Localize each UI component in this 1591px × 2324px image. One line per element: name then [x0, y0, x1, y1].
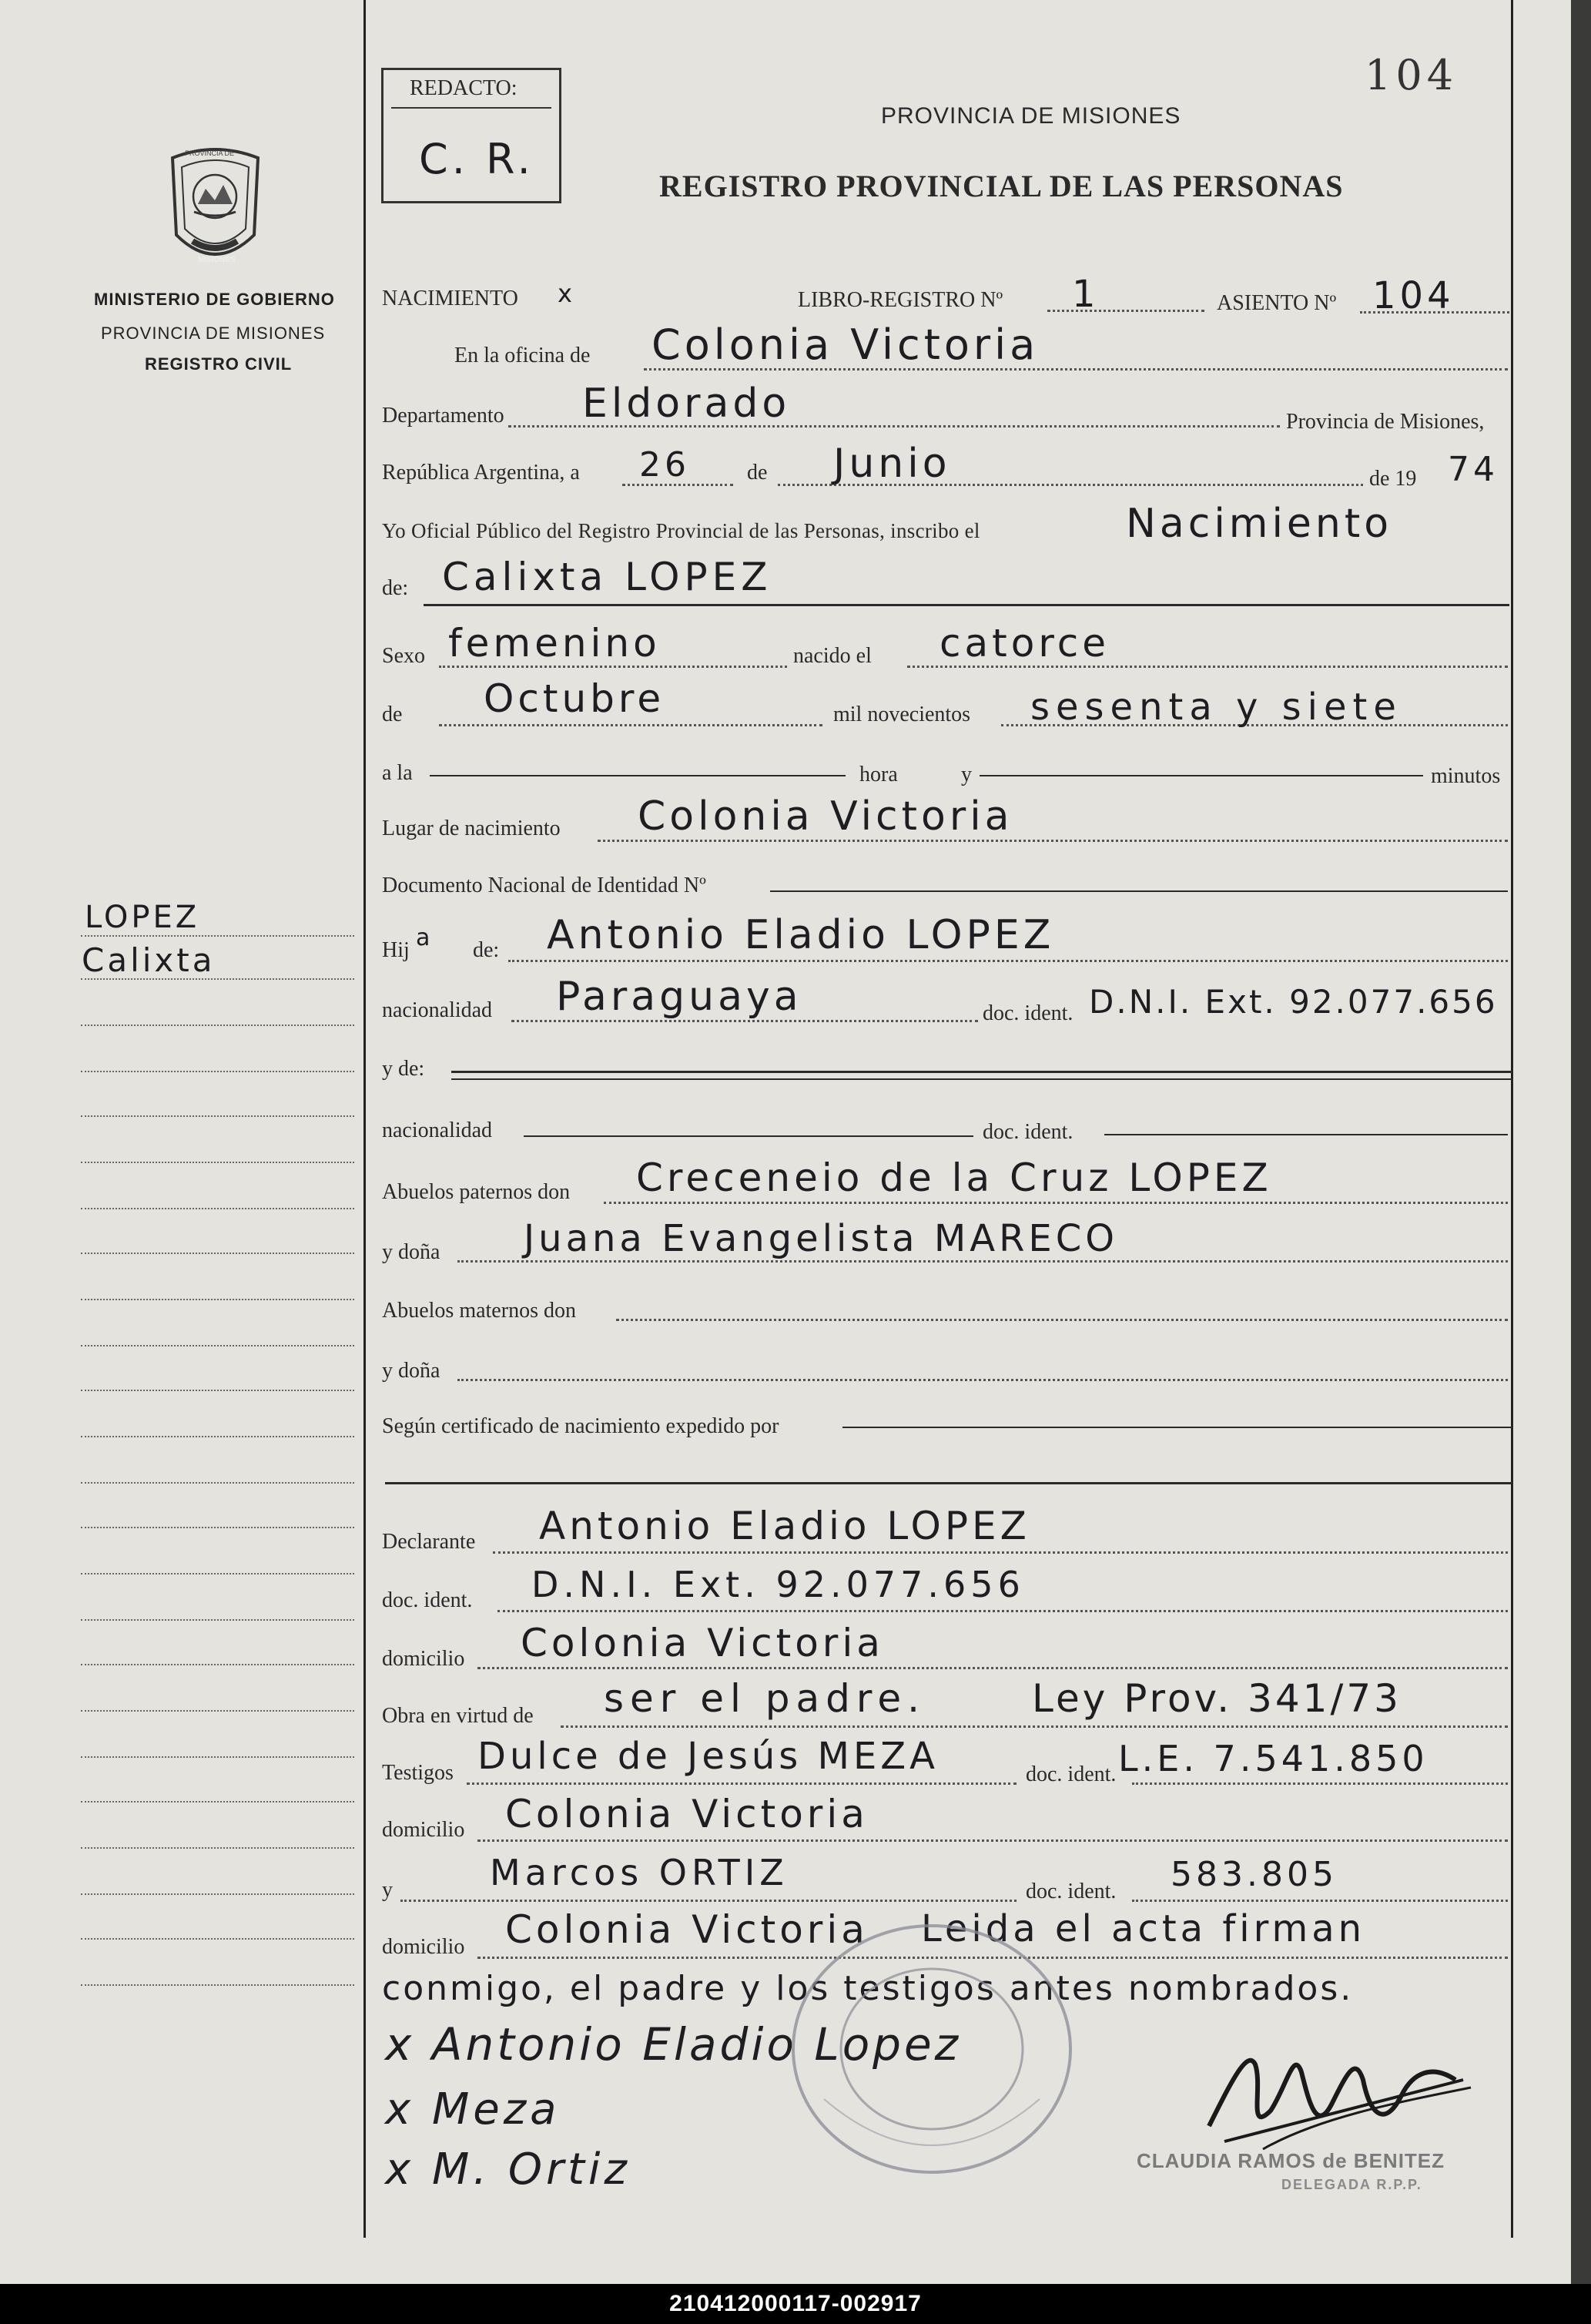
libro-value: 1	[1072, 273, 1100, 316]
y-label: y	[961, 763, 972, 786]
year-label: de 19	[1369, 467, 1417, 491]
month-value: Junio	[833, 441, 951, 487]
declarante-domicilio: Colonia Victoria	[521, 1621, 884, 1665]
nacimiento-label: NACIMIENTO	[382, 287, 518, 310]
redacto-value: C. R.	[419, 135, 534, 183]
nacido-dots	[907, 666, 1508, 668]
sidebar-given-name: Calixta	[82, 941, 216, 979]
sidebar-line	[81, 1482, 354, 1484]
domicilio2-label: domicilio	[382, 1818, 465, 1842]
domicilio3-label: domicilio	[382, 1935, 465, 1959]
sidebar-line	[81, 1893, 354, 1895]
sidebar-line	[81, 1390, 354, 1391]
year-value: 74	[1448, 450, 1499, 489]
sidebar-line	[81, 1025, 354, 1026]
oficina-value: Colonia Victoria	[651, 320, 1040, 369]
abuelo-pat-dots	[604, 1202, 1508, 1204]
header-province: PROVINCIA DE MISIONES	[881, 103, 1181, 129]
sexo-dots	[439, 666, 787, 668]
doc-ident5-label: doc. ident.	[1026, 1880, 1117, 1903]
sidebar-line	[81, 935, 354, 937]
testigo1-domicilio: Colonia Victoria	[505, 1792, 869, 1836]
declarante-dots	[493, 1551, 1508, 1554]
obra-value: ser el padre.	[604, 1676, 926, 1721]
testigo2-doc-dots	[1132, 1900, 1508, 1902]
sidebar-line	[81, 1664, 354, 1665]
closing-line-2: conmigo, el padre y los testigos antes nombrados.	[382, 1969, 1354, 2008]
nacido-value: catorce	[940, 621, 1110, 666]
seal-text-top: PROVINCIA DE	[185, 149, 235, 157]
testigo2-dots	[400, 1900, 1017, 1902]
abuela-pat-dots	[457, 1260, 1508, 1263]
asiento-label: ASIENTO Nº	[1217, 291, 1337, 315]
inscribo-value: Nacimiento	[1126, 501, 1393, 547]
margin-rule-left	[363, 0, 366, 2238]
nacionalidad2-label: nacionalidad	[382, 1118, 493, 1142]
ley-value: Ley Prov. 341/73	[1032, 1676, 1402, 1721]
doc-ident-label: doc. ident.	[983, 1001, 1074, 1025]
abuela-pat-value: Juana Evangelista MARECO	[524, 1217, 1119, 1260]
obra-dots	[561, 1725, 1508, 1728]
testigo2-value: Marcos ORTIZ	[490, 1852, 789, 1893]
testigos-label: Testigos	[382, 1761, 454, 1785]
sidebar-line	[81, 1253, 354, 1254]
de-colon-label: de:	[382, 576, 409, 600]
abuelos-pat-label: Abuelos paternos don	[382, 1180, 571, 1204]
hijo-suffix: a	[416, 924, 434, 951]
stamp-role: DELEGADA R.P.P.	[1281, 2177, 1422, 2192]
segun-line	[842, 1427, 1512, 1428]
sidebar-line	[81, 1938, 354, 1940]
doc-ident2-line	[1104, 1134, 1508, 1135]
father-nationality: Paraguaya	[556, 974, 802, 1020]
y-de-label: y de:	[382, 1057, 425, 1081]
nacionalidad-dots	[511, 1020, 978, 1022]
lugar-dots	[598, 840, 1508, 842]
abuelo-mat-dots	[616, 1319, 1508, 1321]
testigo1-dots	[467, 1782, 1017, 1785]
segun-line-2	[385, 1482, 1512, 1484]
dni-line	[770, 890, 1508, 892]
departamento-value: Eldorado	[582, 381, 791, 427]
oficina-label: En la oficina de	[454, 344, 591, 367]
mother-line-2	[451, 1078, 1512, 1080]
lugar-label: Lugar de nacimiento	[382, 817, 561, 840]
hora-label: hora	[859, 763, 898, 786]
testigo2-doc: 583.805	[1171, 1855, 1338, 1894]
nacionalidad-label: nacionalidad	[382, 998, 493, 1022]
signature-father: x Antonio Eladio Lopez	[385, 2018, 962, 2071]
declarante-doc-dots	[497, 1610, 1508, 1612]
signature-meza: x Meza	[385, 2084, 561, 2135]
sidebar-line	[81, 1619, 354, 1621]
sexo-value: femenino	[448, 621, 661, 666]
father-value: Antonio Eladio LOPEZ	[547, 912, 1055, 958]
doc-ident4-label: doc. ident.	[1026, 1762, 1117, 1786]
sidebar-line	[81, 1436, 354, 1437]
nacido-month: Octubre	[484, 676, 665, 721]
abuelos-mat-label: Abuelos maternos don	[382, 1299, 576, 1323]
oficial-text: Yo Oficial Público del Registro Provincial de las Personas, inscribo el	[382, 519, 980, 542]
minutos-label: minutos	[1431, 764, 1501, 788]
de2-label: de	[382, 703, 403, 726]
doc-ident2-label: doc. ident.	[983, 1120, 1074, 1144]
hora-line	[430, 775, 846, 776]
sidebar-line	[81, 1756, 354, 1758]
domicilio2-dots	[477, 1839, 1508, 1842]
republica-label: República Argentina, a	[382, 461, 580, 485]
abuelo-pat-value: Creceneio de la Cruz LOPEZ	[636, 1155, 1272, 1200]
sidebar-line	[81, 1710, 354, 1712]
libro-dots	[1047, 310, 1204, 312]
hijo-de-label: de:	[473, 938, 500, 962]
sidebar-line	[81, 1573, 354, 1574]
de-label: de	[747, 461, 768, 485]
sidebar-line	[81, 1162, 354, 1163]
sidebar-line	[81, 978, 354, 980]
page-number: 104	[1365, 51, 1459, 99]
sidebar-line	[81, 1801, 354, 1803]
sidebar-line	[81, 1115, 354, 1117]
sidebar-province: PROVINCIA DE MISIONES	[101, 324, 326, 343]
abuela-mat-dots	[457, 1379, 1508, 1381]
departamento-label: Departamento	[382, 404, 504, 428]
obra-label: Obra en virtud de	[382, 1704, 534, 1728]
closing-line-1: Leida el acta firman	[921, 1907, 1366, 1950]
sidebar-line	[81, 1847, 354, 1849]
sidebar-registry: REGISTRO CIVIL	[145, 354, 293, 374]
official-round-stamp-icon	[778, 1914, 1086, 2184]
header-registry: REGISTRO PROVINCIAL DE LAS PERSONAS	[659, 169, 1344, 203]
y-dona2-label: y doña	[382, 1359, 440, 1383]
sidebar-line	[81, 1345, 354, 1346]
mil-label: mil novecientos	[833, 703, 971, 726]
testigo1-doc: L.E. 7.541.850	[1118, 1738, 1429, 1779]
redacto-box	[381, 68, 561, 203]
segun-label: Según certificado de nacimiento expedido por	[382, 1414, 779, 1438]
testigo1-value: Dulce de Jesús MEZA	[477, 1735, 939, 1778]
y-dona-label: y doña	[382, 1240, 440, 1264]
dni-label: Documento Nacional de Identidad Nº	[382, 874, 706, 897]
sidebar-line	[81, 1984, 354, 1986]
sidebar-surname: LOPEZ	[85, 900, 200, 935]
asiento-value: 104	[1372, 274, 1455, 317]
domicilio-label: domicilio	[382, 1647, 465, 1671]
nacimiento-mark: x	[558, 279, 576, 308]
archive-code-footer: 210412000117-002917	[0, 2284, 1591, 2324]
redacto-divider	[391, 107, 551, 109]
month2-dots	[439, 724, 822, 726]
lugar-value: Colonia Victoria	[638, 793, 1013, 840]
year-words: sesenta y siete	[1030, 686, 1402, 729]
a-la-label: a la	[382, 761, 413, 785]
sidebar-line	[81, 1208, 354, 1209]
minutos-line	[980, 775, 1423, 776]
sidebar-line	[81, 1527, 354, 1528]
signature-ortiz: x M. Ortiz	[385, 2145, 631, 2195]
provincia-suffix: Provincia de Misiones,	[1286, 410, 1485, 434]
domicilio-dots	[477, 1667, 1508, 1669]
sidebar-line	[81, 1071, 354, 1072]
official-signature-icon	[1201, 2034, 1479, 2165]
hijo-label: Hij	[382, 938, 410, 962]
nacido-label: nacido el	[793, 644, 872, 668]
y2-label: y	[382, 1878, 393, 1902]
redacto-label: REDACTO:	[410, 76, 517, 100]
mother-line	[451, 1071, 1512, 1073]
father-doc: D.N.I. Ext. 92.077.656	[1089, 983, 1498, 1021]
declarante-label: Declarante	[382, 1530, 476, 1554]
testigo2-domicilio: Colonia Victoria	[505, 1907, 869, 1952]
stamp-name: CLAUDIA RAMOS de BENITEZ	[1137, 2149, 1445, 2172]
doc-ident3-label: doc. ident.	[382, 1588, 473, 1612]
testigo1-doc-dots	[1132, 1782, 1508, 1785]
subject-line	[424, 604, 1509, 606]
province-seal-icon	[163, 143, 267, 270]
father-dots	[508, 960, 1508, 962]
day-value: 26	[639, 445, 690, 485]
sidebar-line	[81, 1299, 354, 1300]
subject-value: Calixta LOPEZ	[442, 555, 772, 599]
declarante-value: Antonio Eladio LOPEZ	[539, 1504, 1030, 1548]
nacionalidad2-line	[524, 1135, 973, 1137]
libro-label: LIBRO-REGISTRO Nº	[798, 288, 1003, 312]
seal-text-bottom: MISIONES	[198, 256, 236, 264]
declarante-doc: D.N.I. Ext. 92.077.656	[531, 1564, 1025, 1605]
margin-rule-right	[1511, 0, 1513, 2238]
sexo-label: Sexo	[382, 644, 425, 668]
ministry-title: MINISTERIO DE GOBIERNO	[94, 290, 335, 309]
